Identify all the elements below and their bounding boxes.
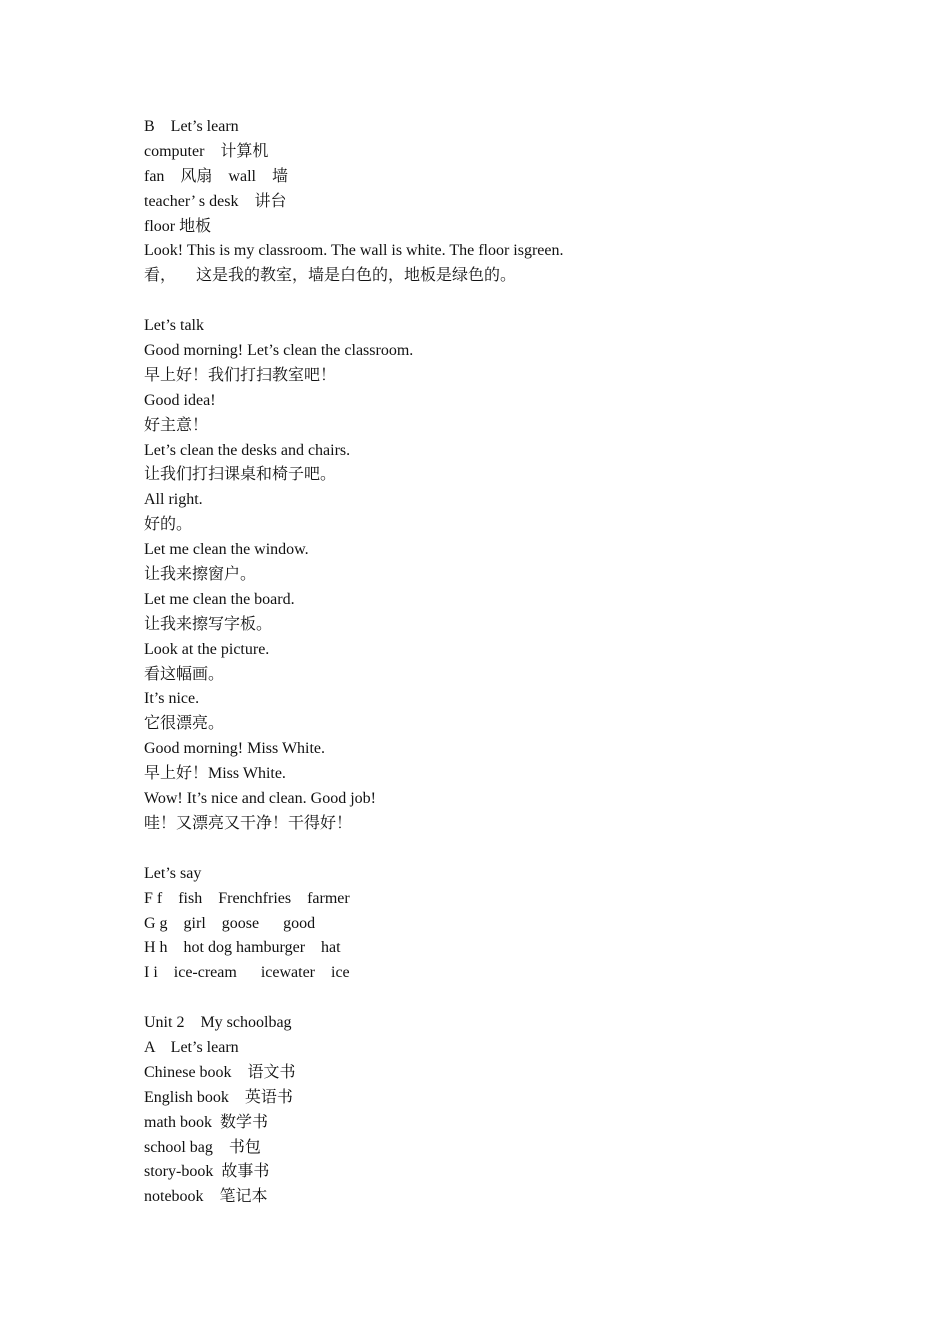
text-line: Good idea! <box>144 391 216 409</box>
text-line: Chinese book 语文书 <box>144 1063 296 1081</box>
text-line: Let’s clean the desks and chairs. <box>144 441 351 459</box>
text-line: 让我来擦窗户。 <box>144 566 257 584</box>
blank-line <box>144 986 844 1011</box>
text-line: Look! This is my classroom. The wall is white. The floor isgreen. <box>144 242 564 260</box>
text-line: It’s nice. <box>144 690 200 708</box>
text-line: H h hot dog hamburger hat <box>144 939 341 957</box>
text-line: A Let’s learn <box>144 1038 239 1056</box>
section-lets-talk <box>144 314 844 837</box>
text-line: Let’s talk <box>144 317 204 335</box>
text-line: I i ice-cream icewater ice <box>144 964 350 982</box>
text-line: 好主意！ <box>144 416 209 434</box>
text-line: Look at the picture. <box>144 640 270 658</box>
blank-line <box>144 837 844 862</box>
text-line: 好的。 <box>144 516 193 534</box>
text-line: notebook 笔记本 <box>144 1188 268 1206</box>
text-line: Good morning! Let’s clean the classroom. <box>144 342 414 360</box>
text-line: Let me clean the board. <box>144 590 295 608</box>
text-line: F f fish Frenchfries farmer <box>144 889 350 907</box>
text-line: English book 英语书 <box>144 1088 293 1106</box>
text-line: 让我来擦写字板。 <box>144 615 273 633</box>
text-line: math book 数学书 <box>144 1113 268 1131</box>
text-line: Let’s say <box>144 864 202 882</box>
text-line: 看这幅画。 <box>144 665 225 683</box>
text-line: 哇！又漂亮又干净！干得好！ <box>144 814 353 832</box>
text-line: G g girl goose good <box>144 914 316 932</box>
text-line: story-book 故事书 <box>144 1163 270 1181</box>
blank-line <box>144 289 844 314</box>
text-line: fan 风扇 wall 墙 <box>144 167 288 185</box>
text-line: computer 计算机 <box>144 142 269 160</box>
text-line: Good morning! Miss White. <box>144 740 326 758</box>
text-line: 早上好！Miss White. <box>144 765 286 783</box>
section-b-lets-learn <box>144 115 844 289</box>
text-line: 早上好！我们打扫教室吧！ <box>144 366 337 384</box>
text-line: 看， 这是我的教室，墙是白色的，地板是绿色的。 <box>144 267 517 285</box>
text-line: Wow! It’s nice and clean. Good job! <box>144 790 376 808</box>
text-line: Unit 2 My schoolbag <box>144 1014 292 1032</box>
text-line: school bag 书包 <box>144 1138 261 1156</box>
section-unit-2 <box>144 1011 844 1210</box>
text-line: B Let’s learn <box>144 118 239 135</box>
document-body <box>144 115 844 1210</box>
text-line: Let me clean the window. <box>144 541 309 559</box>
text-line: floor 地板 <box>144 217 212 235</box>
text-line: teacher’ s desk 讲台 <box>144 192 287 210</box>
section-lets-say <box>144 862 844 986</box>
text-line: 让我们打扫课桌和椅子吧。 <box>144 466 337 484</box>
text-line: All right. <box>144 491 203 509</box>
text-line: 它很漂亮。 <box>144 715 225 733</box>
